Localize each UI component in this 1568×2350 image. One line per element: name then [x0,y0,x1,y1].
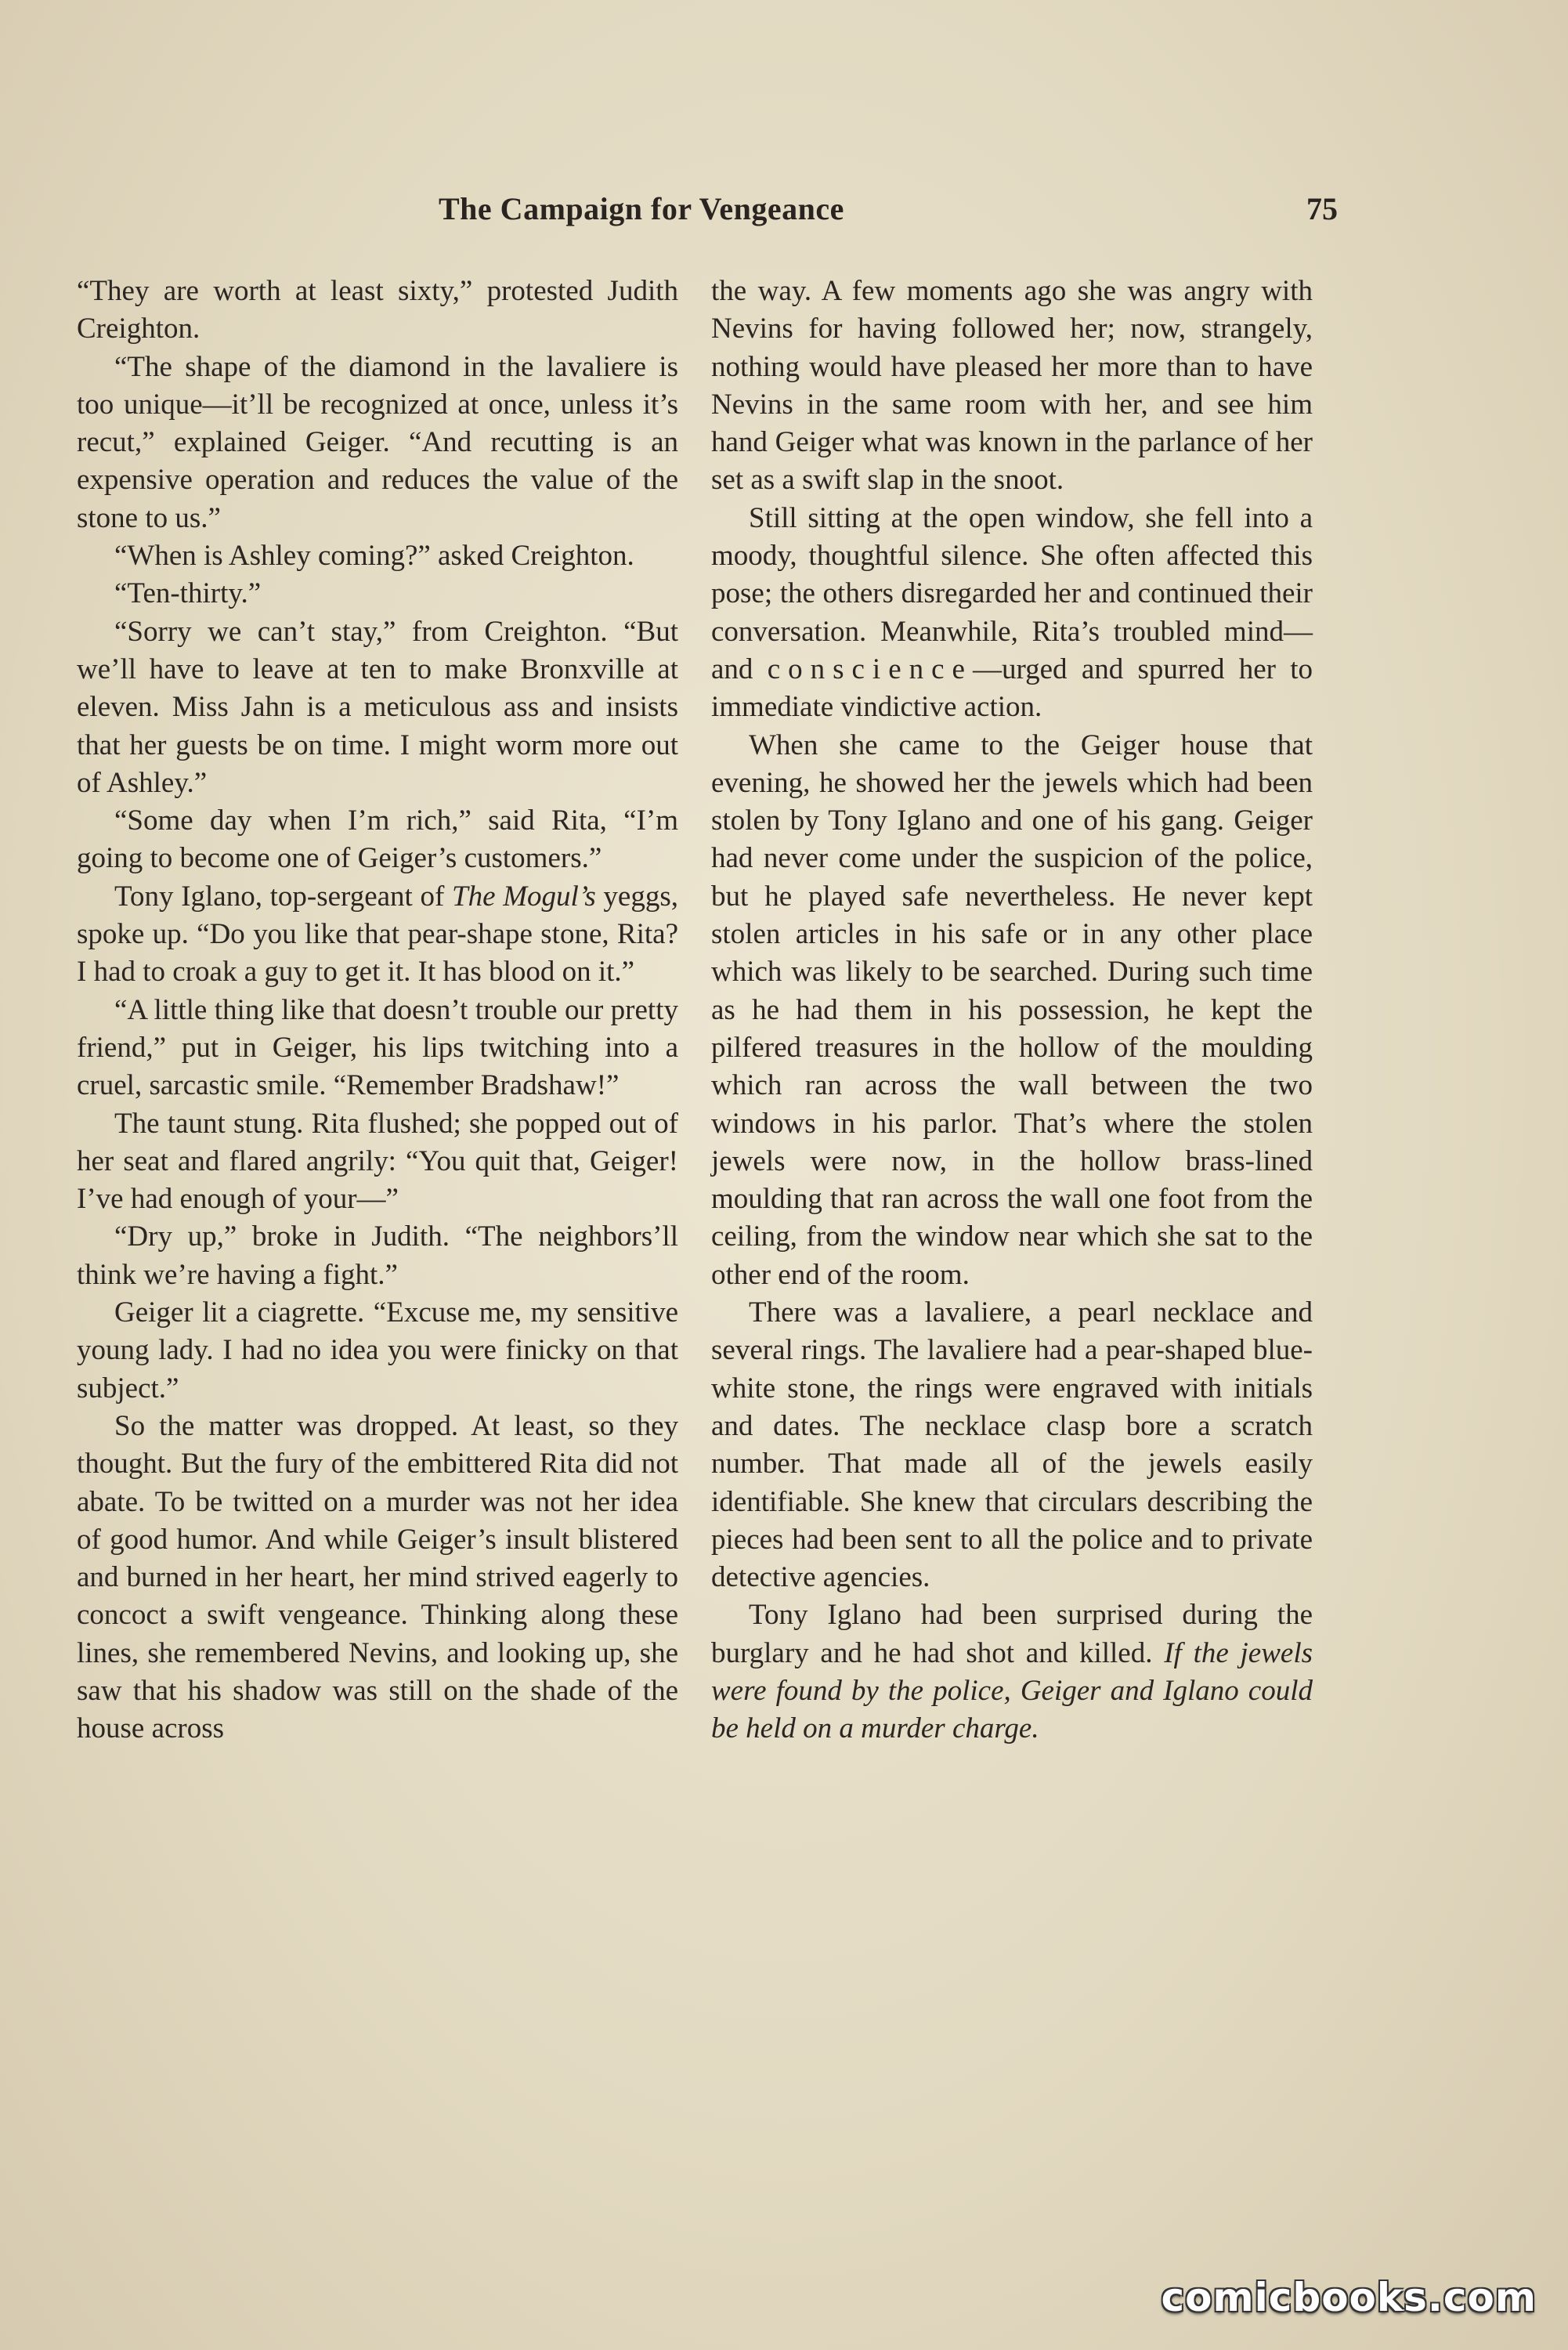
paragraph-text: If the jewels were found by the police, Geiger and Iglano could be held on a murder charge. [711,1636,1313,1745]
paragraph-text: The taunt stung. Rita flushed; she popped out of her seat and flared angrily: “You quit that, Geiger! I’ve had enough of your—” [77,1107,678,1216]
paragraph [711,1596,1313,1748]
paragraph [77,992,678,1105]
paragraph-text: the way. A few moments ago she was angry with Nevins for having followed her; now, strangely, nothing would have pleased her more than to have Nevins in the same room with her, and see him hand Geiger what was known in the parlance of her set as a swift slap in the snoot. [711,275,1313,497]
paragraph-text: yeggs, spoke up. “Do you like that pear-shape stone, Rita? I had to croak a guy to get it. It has blood on it.” [77,880,678,989]
paragraph-text: “Dry up,” broke in Judith. “The neighbors’ll think we’re having a fight.” [77,1220,678,1291]
paragraph-text: “Some day when I’m rich,” said Rita, “I’m going to become one of Geiger’s customers.” [77,804,678,875]
watermark: comicbooks.com [1161,2275,1537,2320]
paragraph [77,1105,678,1219]
paragraph-text: Tony Iglano had been surprised during the burglary and he had shot and killed. [711,1599,1313,1669]
page-number: 75 [1306,191,1338,226]
running-header [439,190,1338,237]
paragraph [77,1218,678,1294]
paragraph-text: “Ten-thirty.” [114,577,262,610]
paragraph-text: “The shape of the diamond in the lavaliere is too unique—it’ll be recognized at once, unless it’s recut,” explained Geiger. “And recutting is an expensive operation and reduces the value of the stone to us.” [77,350,678,534]
paragraph [77,613,678,802]
paragraph [711,727,1313,1294]
paragraph-text: “When is Ashley coming?” asked Creighton. [114,540,634,573]
paragraph [77,878,678,992]
paragraph-text: Tony Iglano, top-sergeant of [114,880,453,913]
paragraph [77,575,678,613]
paragraph-text: There was a lavaliere, a pearl necklace and several rings. The lavaliere had a pear-shaped blue-white stone, the rings were engraved with initials and dates. The necklace clasp bore a scratch number. That made all of the jewels easily identifiable. She knew that circulars describing the pieces had been sent to all the police and to private detective agencies. [711,1296,1313,1594]
paragraph-text: “They are worth at least sixty,” protested Judith Creighton. [77,275,678,345]
paragraph [711,1294,1313,1596]
paragraph-text: The Mogul’s [452,880,596,913]
left-text-column [77,273,678,1748]
paragraph [711,500,1313,727]
paragraph [77,273,678,349]
paragraph-text: “Sorry we can’t stay,” from Creighton. “But we’ll have to leave at ten to make Bronxville at eleven. Miss Jahn is a meticulous ass and insists that her guests be on time. I might worm more out of Ashley.” [77,615,678,799]
paragraph-text: So the matter was dropped. At least, so they thought. But the fury of the embittered Rita did not abate. To be twitted on a murder was not her idea of good humor. And while Geiger’s insult blistered and burned in her heart, her mind strived eagerly to concoct a swift vengeance. Thinking along these lines, she remembered Nevins, and looking up, she saw that his shadow was still on the shade of the house across [77,1409,678,1745]
paragraph [77,349,678,537]
paragraph [77,1408,678,1748]
paragraph [711,273,1313,500]
right-text-column [711,273,1313,1748]
paragraph [77,1294,678,1408]
paragraph-text: —urged and spurred her to immediate vindictive action. [711,653,1313,724]
paragraph-text: Still sitting at the open window, she fell into a moody, thoughtful silence. She often affected this pose; the others disregarded her and continued their conversation. Meanwhile, Rita’s troubled mind—and [711,501,1313,685]
paragraph [77,802,678,878]
paragraph-text: “A little thing like that doesn’t trouble our pretty friend,” put in Geiger, his lips twitching into a cruel, sarcastic smile. “Remember Bradshaw!” [77,993,678,1102]
paragraph-text: Geiger lit a ciagrette. “Excuse me, my sensitive young lady. I had no idea you were finicky on that subject.” [77,1296,678,1405]
paragraph-text: When she came to the Geiger house that evening, he showed her the jewels which had been stolen by Tony Iglano and one of his gang. Geiger had never come under the suspicion of the police, but he played safe nevertheless. He never kept stolen articles in his safe or in any other place which was likely to be searched. During such time as he had them in his possession, he kept the pilfered treasures in the hollow of the moulding which ran across the wall between the two windows in his parlor. That’s where the stolen jewels were now, in the hollow brass-lined moulding that ran across the wall one foot from the ceiling, from the window near which she sat to the other end of the room. [711,728,1313,1291]
chapter-title: The Campaign for Vengeance [439,191,844,226]
paragraph-text: conscience [767,653,973,685]
paragraph [77,537,678,575]
